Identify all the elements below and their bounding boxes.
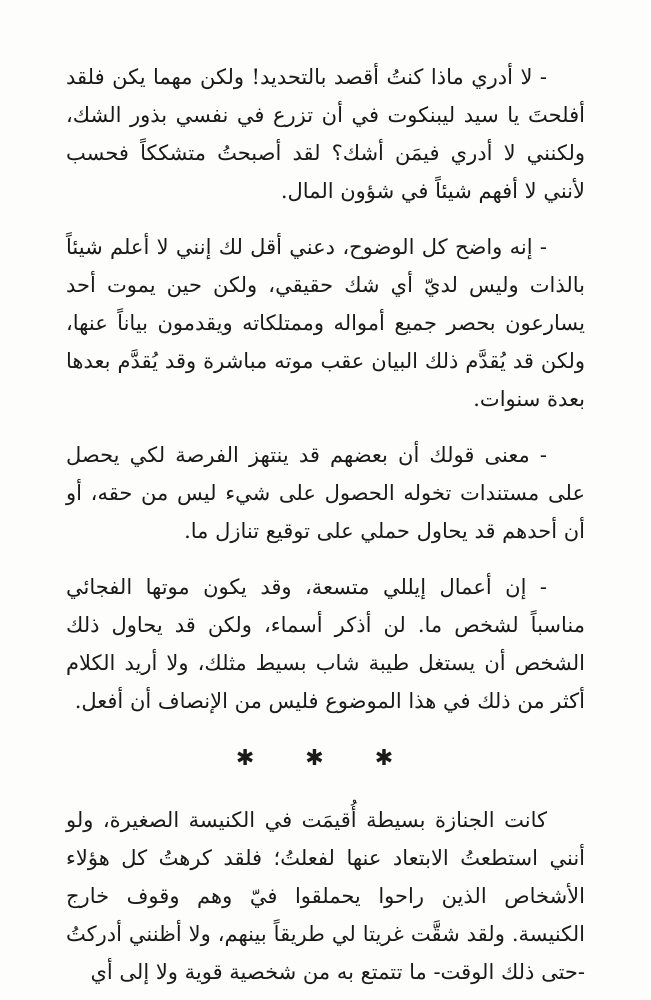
- dialogue-paragraph-1: - لا أدري ماذا كنتُ أقصد بالتحديد! ولكن مهما يكن فلقد أفلحتَ يا سيد ليبنكوت في أن تزرع في نفسي بذور الشك، ولكنني لا أدري فيمَن أشك؟ لقد أصبحتُ متشككاً فحسب لأنني لا أفهم شيئاً في شؤون المال.: [66, 65, 585, 203]
- narrative-paragraph: كانت الجنازة بسيطة أُقيمَت في الكنيسة الصغيرة، ولو أنني استطعتُ الابتعاد عنها لفعلتُ؛ فلقد كرهتُ كل هؤلاء الأشخاص الذين راحوا يحملقوا فيّ وهم وقوف خارج الكنيسة. ولقد شقَّت غريتا لي طريقاً بينهم، ولا أظنني أدركتُ -حتى ذلك الوقت- ما تتمتع به من شخصية قوية ولا إلى أي: [66, 808, 585, 984]
- dialogue-paragraph-2: - إنه واضح كل الوضوح، دعني أقل لك إنني لا أعلم شيئاً بالذات وليس لديّ أي شك حقيقي، ولكن حين يموت أحد يسارعون بحصر جميع أمواله وممتلكاته ويقدمون بياناً عنها، ولكن قد يُقدَّم ذلك البيان عقب موته مباشرة وقد يُقدَّم بعدها بعدة سنوات.: [66, 235, 585, 411]
- dialogue-paragraph-3: - معنى قولك أن بعضهم قد ينتهز الفرصة لكي يحصل على مستندات تخوله الحصول على شيء ليس من حقه، أو أن أحدهم قد يحاول حملي على توقيع تنازل ما.: [66, 443, 585, 543]
- section-separator: [66, 746, 585, 771]
- dialogue-paragraph-4: - إن أعمال إيللي متسعة، وقد يكون موتها الفجائي مناسباً لشخص ما. لن أذكر أسماء، ولكن قد يحاول ذلك الشخص أن يستغل طيبة شاب بسيط مثلك، ولا أريد الكلام أكثر من ذلك في هذا الموضوع فليس من الإنصاف أن أفعل.: [66, 575, 585, 713]
- asterisk-icon: ✱: [374, 746, 416, 771]
- asterisk-icon: ✱: [235, 746, 277, 771]
- asterisk-icon: ✱: [305, 746, 346, 771]
